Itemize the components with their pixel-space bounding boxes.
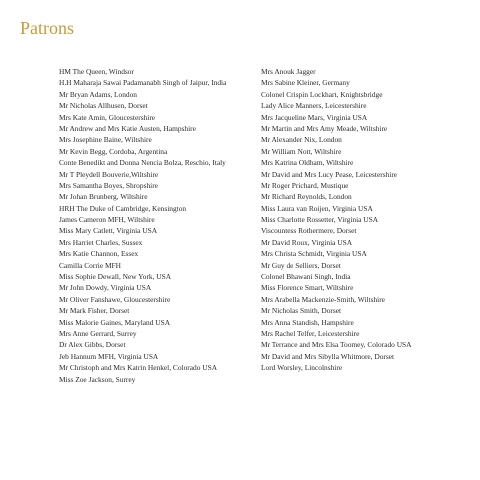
patrons-list-right xyxy=(261,66,471,374)
patron-entry: Conte Benedikt and Donna Nencia Bolza, Reschio, Italy xyxy=(59,158,226,168)
patron-entry: Mr Nicholas Allhusen, Dorset xyxy=(59,101,148,111)
patron-entry: Mrs Anouk Jagger xyxy=(261,67,316,76)
patron-entry: Dr Alex Gibbs, Dorset xyxy=(59,340,126,350)
patron-entry: James Cameron MFH, Wiltshire xyxy=(59,215,155,225)
patron-entry: Lord Worsley, Lincolnshire xyxy=(261,363,343,373)
patron-entry: Mr Andrew and Mrs Katie Austen, Hampshire xyxy=(59,123,196,133)
patron-entry: Mr David and Mrs Lucy Pease, Leicestershire xyxy=(261,169,398,179)
patron-entry: HM The Queen, Windsor xyxy=(59,67,134,76)
patron-entry: Lady Alice Manners, Leicestershire xyxy=(261,101,367,111)
patron-entry: Mrs Rachel Telfer, Leicestershire xyxy=(261,328,360,338)
patron-entry: Miss Mary Catlett, Virginia USA xyxy=(59,226,158,236)
patron-entry: Mr Nicholas Smith, Dorset xyxy=(261,306,342,316)
patron-entry: Mr Bryan Adams, London xyxy=(59,89,138,99)
patron-entry: Miss Laura van Roijen, Virginia USA xyxy=(261,203,373,213)
patron-entry: Mrs Kate Amin, Gloucestershire xyxy=(59,112,156,122)
patron-entry: HRH The Duke of Cambridge, Kensington xyxy=(59,203,187,213)
patron-entry: Mrs Anne Gerrard, Surrey xyxy=(59,328,137,338)
patron-entry: Colonel Crispin Lockhart, Knightsbridge xyxy=(261,89,383,99)
patron-entry: Mr Guy de Selliers, Dorset xyxy=(261,260,341,270)
patron-entry: H.H Maharaja Sawai Padamanabh Singh of Jaipur, India xyxy=(59,78,227,88)
patron-entry: Viscountess Rothermere, Dorset xyxy=(261,226,357,236)
patron-entry: Mrs Sabine Kleiner, Germany xyxy=(261,78,350,88)
page-title: Patrons xyxy=(20,18,74,38)
patron-entry: Miss Sophie Dewall, New York, USA xyxy=(59,272,172,282)
patron-entry: Mr William Nott, Wiltshire xyxy=(261,146,342,156)
patron-entry: Mr Alexander Nix, London xyxy=(261,135,342,145)
patron-entry: Mr Terrance and Mrs Elsa Toomey, Colorado USA xyxy=(261,340,412,350)
patron-entry: Mr Johan Brunberg, Wiltshire xyxy=(59,192,148,202)
patron-entry: Mrs Harriet Charles, Sussex xyxy=(59,237,143,247)
patron-entry: Mrs Arabella Mackenzie-Smith, Wiltshire xyxy=(261,294,385,304)
patrons-list-left xyxy=(59,66,254,385)
patron-entry: Mr Kevin Begg, Cordoba, Argentina xyxy=(59,146,168,156)
patron-entry: Miss Zoe Jackson, Surrey xyxy=(59,374,136,384)
patron-entry: Miss Malorie Gaines, Maryland USA xyxy=(59,317,171,327)
patron-entry: Miss Charlotte Rossetter, Virginia USA xyxy=(261,215,379,225)
patron-entry: Mrs Anna Standish, Hampshire xyxy=(261,317,354,327)
patron-entry: Mrs Josephine Baine, Wiltshire xyxy=(59,135,152,145)
patron-entry: Mr T Pleydell Bouverie,Wiltshire xyxy=(59,169,159,179)
patron-entry: Mrs Samantha Boyes, Shropshire xyxy=(59,180,158,190)
patron-entry: Mrs Katrina Oldham, Wiltshire xyxy=(261,158,354,168)
patron-entry: Jeb Hannum MFH, Virginia USA xyxy=(59,351,159,361)
patron-entry: Mr David and Mrs Sibylla Whitmore, Dorset xyxy=(261,351,395,361)
patron-entry: Mr Christoph and Mrs Katrin Henkel, Colorado USA xyxy=(59,363,218,373)
patron-entry: Mr Roger Prichard, Mustique xyxy=(261,180,349,190)
patron-entry: Mr David Roux, Virginia USA xyxy=(261,237,353,247)
patron-entry: Mrs Jacqueline Mars, Virginia USA xyxy=(261,112,368,122)
patron-entry: Mr Martin and Mrs Amy Meade, Wiltshire xyxy=(261,123,388,133)
patron-entry: Mr John Dowdy, Virginia USA xyxy=(59,283,152,293)
patron-entry: Mr Mark Fisher, Dorset xyxy=(59,306,130,316)
patron-entry: Mr Oliver Fanshawe, Gloucestershire xyxy=(59,294,171,304)
patron-entry: Mrs Katie Channon, Essex xyxy=(59,249,139,259)
patron-entry: Mrs Christa Schmidt, Virginia USA xyxy=(261,249,367,259)
patron-entry: Camilla Corrie MFH xyxy=(59,260,121,270)
patron-entry: Miss Florence Smart, Wiltshire xyxy=(261,283,354,293)
patron-entry: Colonel Bhawani Singh, India xyxy=(261,272,351,282)
patron-entry: Mr Richard Reynolds, London xyxy=(261,192,352,202)
